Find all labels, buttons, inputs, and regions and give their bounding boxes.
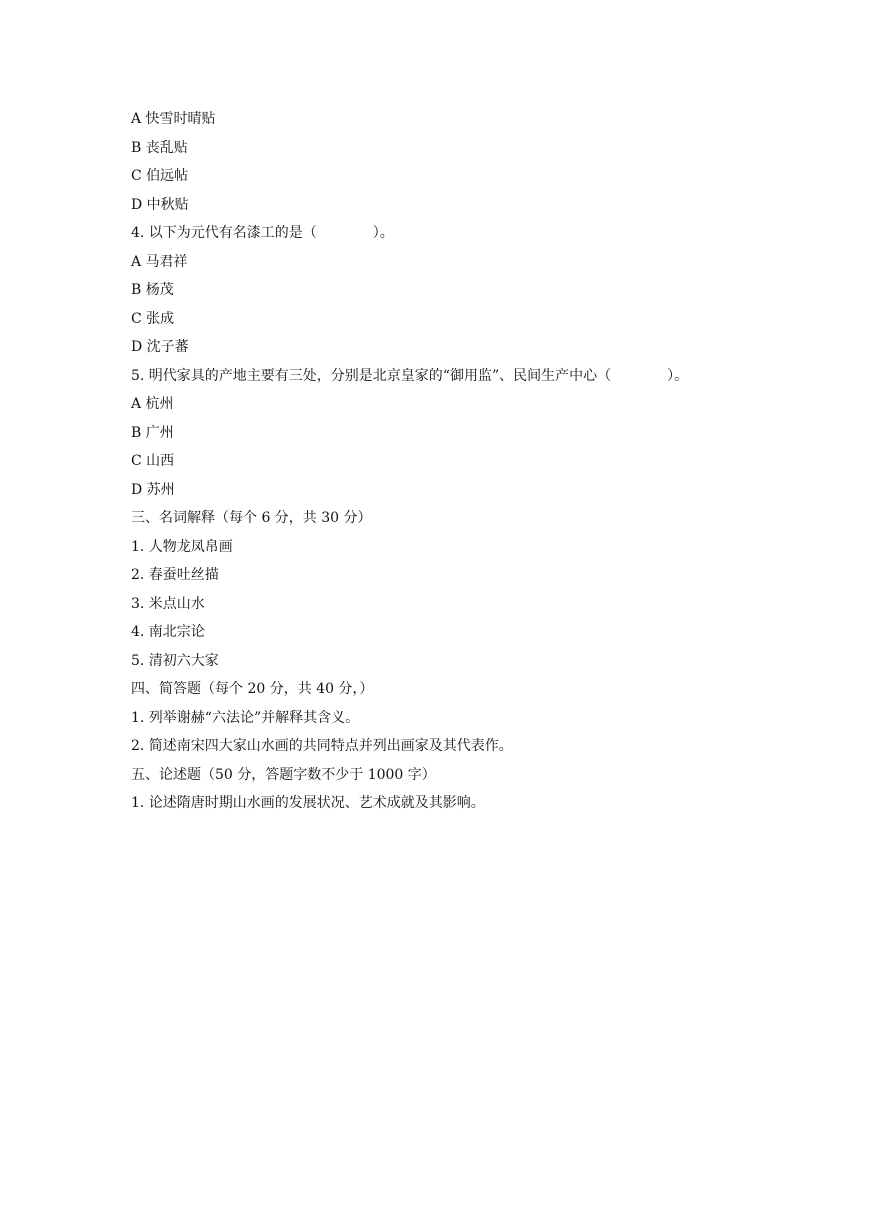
q5-option-c: C 山西: [131, 453, 175, 469]
text-body: [131, 105, 831, 818]
section-4-heading: 四、简答题（每个 20 分，共 40 分，）: [131, 681, 374, 697]
q5-option-b: B 广州: [131, 424, 174, 441]
option-a-line: A 快雪时晴贴: [131, 111, 216, 127]
section-5-heading: 五、论述题（50 分，答题字数不少于 1000 字）: [131, 766, 436, 783]
term-5: 5. 清初六大家: [131, 652, 219, 669]
term-4: 4. 南北宗论: [131, 624, 205, 640]
term-3: 3. 米点山水: [131, 595, 205, 612]
question-5: 5. 明代家具的产地主要有三处，分别是北京皇家的“御用监”、民间生产中心（ ）。: [131, 367, 689, 384]
short-answer-2: 2. 简述南宋四大家山水画的共同特点并列出画家及其代表作。: [131, 738, 513, 754]
q5-option-d: D 苏州: [131, 481, 175, 498]
q5-option-a: A 杭州: [131, 396, 174, 412]
q4-option-c: C 张成: [131, 310, 175, 327]
essay-question-1: 1. 论述隋唐时期山水画的发展状况、艺术成就及其影响。: [131, 795, 485, 811]
option-d-line: D 中秋贴: [131, 196, 189, 213]
section-3-heading: 三、名词解释（每个 6 分，共 30 分）: [131, 510, 372, 526]
term-2: 2. 春蚕吐丝描: [131, 567, 219, 583]
option-b-line: B 丧乱贴: [131, 139, 188, 156]
short-answer-1: 1. 列举谢赫“六法论”并解释其含义。: [131, 709, 360, 726]
q4-option-d: D 沈子蕃: [131, 339, 189, 355]
option-c-line: C 伯远帖: [131, 168, 189, 184]
q4-option-b: B 杨茂: [131, 282, 174, 298]
term-1: 1. 人物龙凤帛画: [131, 538, 233, 555]
question-4: 4. 以下为元代有名漆工的是（ ）。: [131, 225, 394, 241]
q4-option-a: A 马君祥: [131, 253, 188, 270]
